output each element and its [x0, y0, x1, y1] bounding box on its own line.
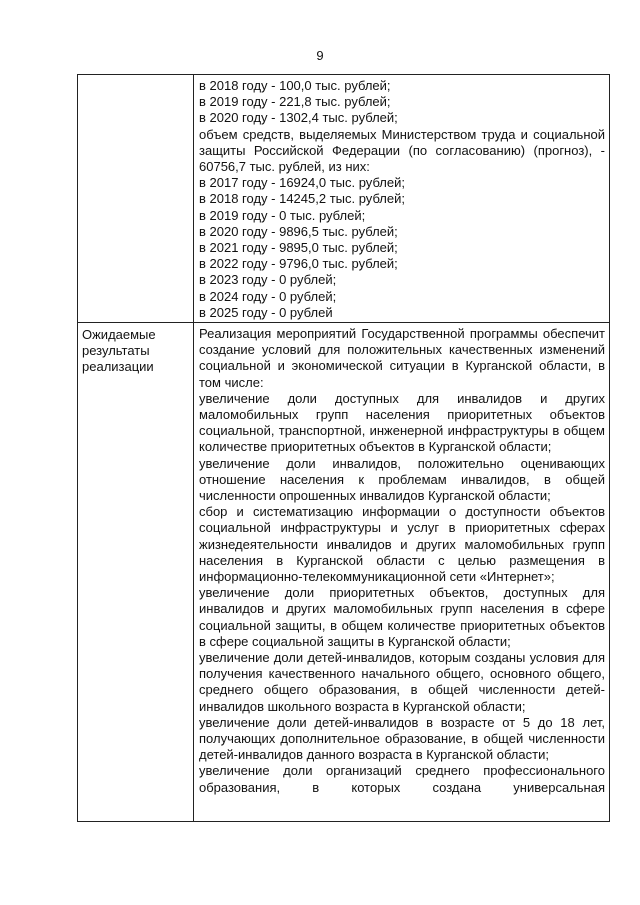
- financing-line: в 2017 году - 16924,0 тыс. рублей;: [199, 175, 405, 191]
- result-paragraph: увеличение доли детей-инвалидов, которым созданы условия для получения качественного начального общего, основного общего, среднего общего образования, в общей численности детей-инвалидов школьного возраста в Курганской области;: [199, 650, 605, 714]
- financing-line: в 2018 году - 14245,2 тыс. рублей;: [199, 191, 405, 207]
- financing-text: [199, 78, 605, 321]
- column-divider: [193, 75, 194, 322]
- table-row-expected-results: [78, 323, 609, 821]
- expected-results-text: [199, 326, 605, 796]
- financing-line: в 2018 году - 100,0 тыс. рублей;: [199, 78, 391, 93]
- financing-line: в 2019 году - 0 тыс. рублей;: [199, 207, 366, 223]
- financing-line: в 2025 году - 0 рублей: [199, 304, 333, 320]
- financing-paragraph: объем средств, выделяемых Министерством труда и социальной защиты Российской Федерации (по согласованию) (прогноз), - 60756,7 тыс. рублей, из них:: [199, 126, 605, 175]
- result-paragraph: увеличение доли организаций среднего профессионального образования, в которых создана универсальная: [199, 763, 605, 795]
- financing-line: в 2021 году - 9895,0 тыс. рублей;: [199, 240, 398, 256]
- financing-line: в 2019 году - 221,8 тыс. рублей;: [199, 94, 391, 110]
- financing-line: в 2024 году - 0 рублей;: [199, 288, 337, 304]
- result-paragraph: увеличение доли инвалидов, положительно оценивающих отношение населения к проблемам инвалидов, в общей численности опрошенных инвалидов Курганской области;: [199, 455, 605, 504]
- result-paragraph: увеличение доли доступных для инвалидов и других маломобильных групп населения приоритетных объектов социальной, транспортной, инженерной инфраструктуры в общем количестве приоритетных объектов в Курганской области;: [199, 390, 605, 455]
- page-number: 9: [316, 48, 324, 63]
- financing-line: в 2022 году - 9796,0 тыс. рублей;: [199, 256, 398, 272]
- financing-line: в 2020 году - 9896,5 тыс. рублей;: [199, 223, 398, 239]
- passport-table: [77, 74, 610, 822]
- result-paragraph: увеличение доли приоритетных объектов, доступных для инвалидов и других маломобильных групп населения в сфере социальной защиты, в общем количестве приоритетных объектов в сфере социальной защиты в Курганской области;: [199, 585, 605, 649]
- table-row-financing: [78, 75, 609, 323]
- financing-line: в 2023 году - 0 рублей;: [199, 272, 337, 288]
- financing-line: в 2020 году - 1302,4 тыс. рублей;: [199, 110, 398, 126]
- result-paragraph: увеличение доли детей-инвалидов в возрасте от 5 до 18 лет, получающих дополнительное образование, в общей численности детей-инвалидов данного возраста в Курганской области;: [199, 714, 605, 763]
- result-paragraph: сбор и систематизацию информации о доступности объектов социальной инфраструктуры и услуг в приоритетных сферах жизнедеятельности инвалидов и других маломобильных групп населения в Курганской области с целью размещения в информационно-телекоммуникационной сети «Интернет»;: [199, 504, 605, 585]
- result-paragraph: Реализация мероприятий Государственной программы обеспечит создание условий для положительных качественных изменений социальной и экономической ситуации в Курганской области, в том числе:: [199, 326, 605, 390]
- row-label-expected-results: Ожидаемые результаты реализации: [82, 327, 156, 375]
- column-divider: [193, 323, 194, 821]
